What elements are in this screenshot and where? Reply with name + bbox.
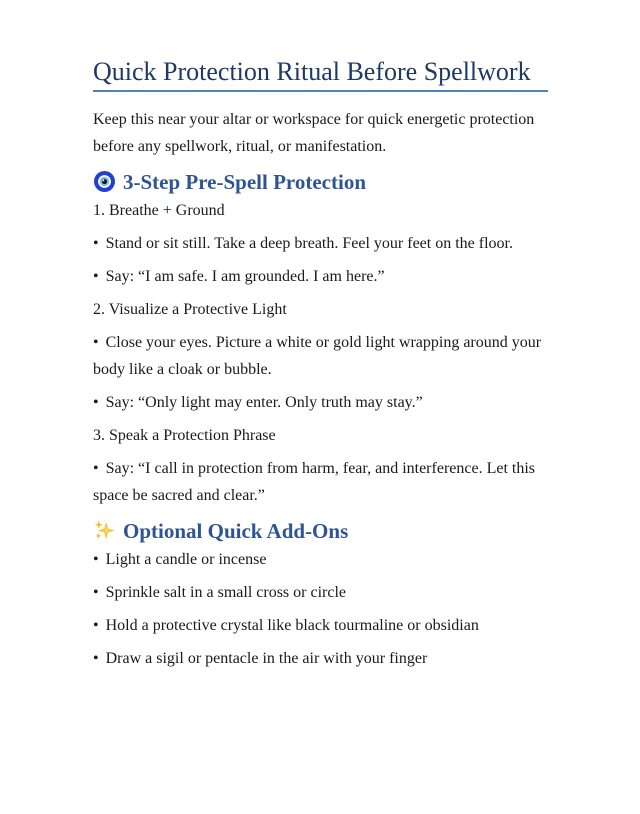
section-heading-optional-add-ons bbox=[93, 518, 548, 544]
step-label-visualize-light: 2. Visualize a Protective Light bbox=[93, 301, 287, 318]
sparkles-icon bbox=[93, 519, 116, 542]
bullet-item bbox=[93, 389, 548, 416]
bullet-item bbox=[93, 329, 548, 383]
section-heading-pre-spell-protection bbox=[93, 169, 548, 195]
bullet-text: Close your eyes. Picture a white or gold light wrapping around your body like a cloak or bubble. bbox=[93, 334, 542, 378]
intro-paragraph: Keep this near your altar or workspace for quick energetic protection before any spellwork, ritual, or manifestation. bbox=[93, 111, 535, 155]
bullet-item bbox=[93, 579, 548, 606]
bullet-item bbox=[93, 263, 548, 290]
bullet-text: Draw a sigil or pentacle in the air with your finger bbox=[105, 650, 428, 667]
bullet-text: Sprinkle salt in a small cross or circle bbox=[105, 584, 346, 601]
nazar-amulet-icon bbox=[93, 170, 116, 193]
bullet-text: Hold a protective crystal like black tourmaline or obsidian bbox=[105, 617, 479, 634]
bullet-text: Say: “I am safe. I am grounded. I am here.” bbox=[105, 268, 385, 285]
section-heading-label: 3-Step Pre-Spell Protection bbox=[123, 170, 367, 194]
page-title: Quick Protection Ritual Before Spellwork bbox=[93, 56, 548, 92]
bullet-marker: • bbox=[93, 334, 99, 351]
bullet-marker: • bbox=[93, 460, 99, 477]
bullet-item bbox=[93, 230, 548, 257]
bullet-text: Light a candle or incense bbox=[105, 551, 267, 568]
bullet-item bbox=[93, 455, 548, 509]
section-heading-label: Optional Quick Add-Ons bbox=[123, 519, 349, 543]
bullet-marker: • bbox=[93, 394, 99, 411]
bullet-item bbox=[93, 645, 548, 672]
bullet-marker: • bbox=[93, 235, 99, 252]
bullet-marker: • bbox=[93, 617, 99, 634]
step-label-speak-phrase: 3. Speak a Protection Phrase bbox=[93, 427, 276, 444]
bullet-marker: • bbox=[93, 650, 99, 667]
bullet-marker: • bbox=[93, 551, 99, 568]
bullet-item bbox=[93, 612, 548, 639]
step-label-breathe-ground: 1. Breathe + Ground bbox=[93, 202, 225, 219]
bullet-text: Say: “Only light may enter. Only truth may stay.” bbox=[105, 394, 423, 411]
bullet-marker: • bbox=[93, 584, 99, 601]
bullet-marker: • bbox=[93, 268, 99, 285]
bullet-item bbox=[93, 546, 548, 573]
bullet-text: Stand or sit still. Take a deep breath. Feel your feet on the floor. bbox=[105, 235, 513, 252]
bullet-text: Say: “I call in protection from harm, fear, and interference. Let this space be sacred and clear.” bbox=[93, 460, 536, 504]
